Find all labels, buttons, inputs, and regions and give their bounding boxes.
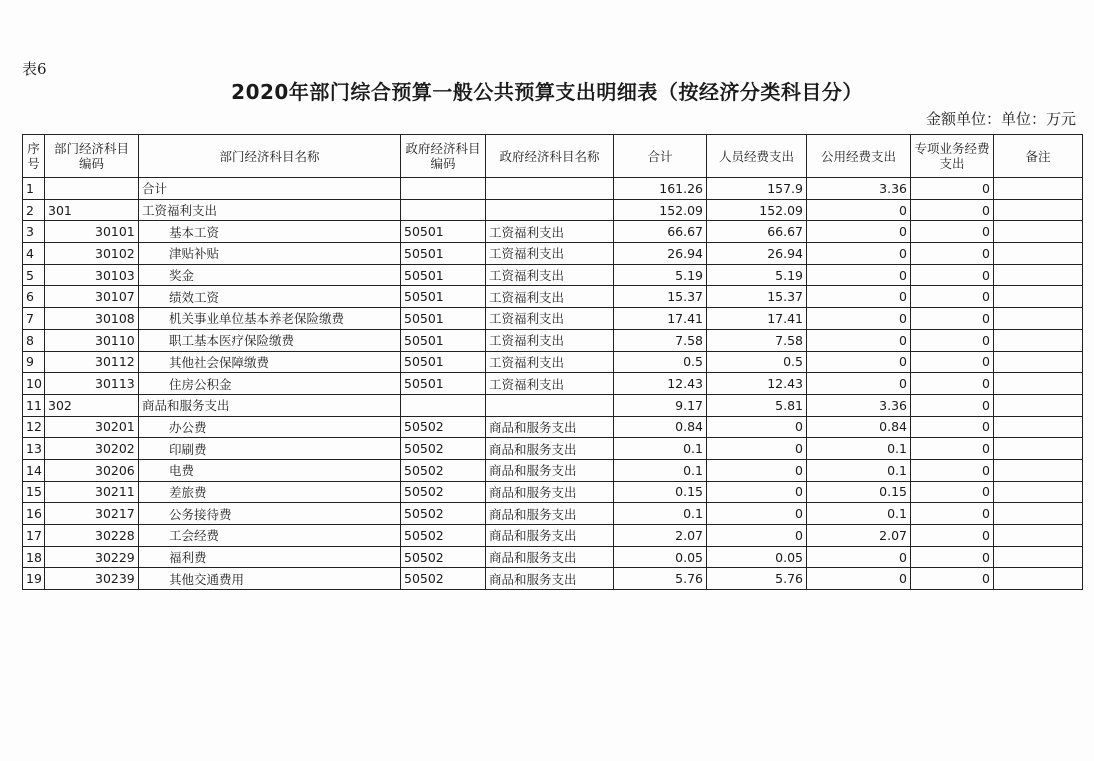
cell-dept-code: 30228	[45, 525, 139, 547]
cell-gov-name: 商品和服务支出	[486, 503, 614, 525]
cell-note	[994, 351, 1083, 373]
cell-seq: 10	[23, 373, 45, 395]
header-dept-name: 部门经济科目名称	[139, 135, 401, 178]
cell-seq: 7	[23, 308, 45, 330]
table-row	[23, 438, 1083, 460]
header-total: 合计	[614, 135, 707, 178]
cell-personnel: 66.67	[707, 221, 807, 243]
cell-dept-name: 公务接待费	[139, 503, 401, 525]
cell-dept-code: 302	[45, 394, 139, 416]
cell-public: 2.07	[807, 525, 911, 547]
cell-seq: 19	[23, 568, 45, 590]
cell-seq: 6	[23, 286, 45, 308]
cell-public: 0	[807, 373, 911, 395]
cell-public: 0	[807, 199, 911, 221]
cell-gov-name	[486, 394, 614, 416]
table-row	[23, 546, 1083, 568]
cell-note	[994, 286, 1083, 308]
cell-special: 0	[911, 308, 994, 330]
cell-dept-name: 住房公积金	[139, 373, 401, 395]
cell-note	[994, 373, 1083, 395]
cell-total: 161.26	[614, 178, 707, 200]
cell-total: 0.05	[614, 546, 707, 568]
cell-total: 7.58	[614, 329, 707, 351]
cell-public: 0.15	[807, 481, 911, 503]
cell-personnel: 0	[707, 481, 807, 503]
cell-dept-code: 30101	[45, 221, 139, 243]
cell-special: 0	[911, 329, 994, 351]
cell-personnel: 7.58	[707, 329, 807, 351]
cell-dept-code	[45, 178, 139, 200]
cell-total: 2.07	[614, 525, 707, 547]
cell-gov-code: 50501	[401, 264, 486, 286]
cell-gov-name	[486, 199, 614, 221]
cell-special: 0	[911, 525, 994, 547]
cell-gov-name: 商品和服务支出	[486, 568, 614, 590]
cell-dept-name: 工资福利支出	[139, 199, 401, 221]
cell-dept-code: 30103	[45, 264, 139, 286]
cell-note	[994, 503, 1083, 525]
cell-public: 0	[807, 546, 911, 568]
cell-note	[994, 525, 1083, 547]
cell-seq: 12	[23, 416, 45, 438]
cell-note	[994, 243, 1083, 265]
cell-seq: 18	[23, 546, 45, 568]
cell-dept-name: 津贴补贴	[139, 243, 401, 265]
cell-special: 0	[911, 221, 994, 243]
cell-special: 0	[911, 351, 994, 373]
table-row	[23, 178, 1083, 200]
cell-dept-code: 30102	[45, 243, 139, 265]
cell-total: 0.1	[614, 438, 707, 460]
cell-note	[994, 329, 1083, 351]
cell-special: 0	[911, 243, 994, 265]
header-note: 备注	[994, 135, 1083, 178]
cell-total: 17.41	[614, 308, 707, 330]
cell-total: 15.37	[614, 286, 707, 308]
cell-note	[994, 481, 1083, 503]
cell-gov-name: 工资福利支出	[486, 329, 614, 351]
cell-special: 0	[911, 264, 994, 286]
header-special: 专项业务经费支出	[911, 135, 994, 178]
cell-gov-code: 50501	[401, 286, 486, 308]
cell-dept-name: 绩效工资	[139, 286, 401, 308]
cell-dept-name: 职工基本医疗保险缴费	[139, 329, 401, 351]
cell-public: 0	[807, 329, 911, 351]
cell-total: 5.19	[614, 264, 707, 286]
table-row	[23, 264, 1083, 286]
cell-gov-name: 工资福利支出	[486, 373, 614, 395]
cell-seq: 2	[23, 199, 45, 221]
cell-public: 0.1	[807, 438, 911, 460]
cell-note	[994, 568, 1083, 590]
cell-total: 26.94	[614, 243, 707, 265]
cell-note	[994, 546, 1083, 568]
cell-dept-name: 电费	[139, 459, 401, 481]
cell-note	[994, 199, 1083, 221]
cell-dept-name: 奖金	[139, 264, 401, 286]
cell-dept-code: 30211	[45, 481, 139, 503]
header-gov-code: 政府经济科目编码	[401, 135, 486, 178]
cell-special: 0	[911, 459, 994, 481]
cell-gov-code: 50502	[401, 503, 486, 525]
cell-note	[994, 416, 1083, 438]
cell-gov-name: 工资福利支出	[486, 243, 614, 265]
cell-seq: 15	[23, 481, 45, 503]
cell-dept-code: 30110	[45, 329, 139, 351]
amount-unit-note: 金额单位：单位：万元	[925, 110, 1076, 128]
cell-personnel: 26.94	[707, 243, 807, 265]
cell-gov-code: 50501	[401, 243, 486, 265]
table-header-row	[23, 135, 1083, 178]
cell-dept-code: 30217	[45, 503, 139, 525]
cell-public: 0	[807, 351, 911, 373]
cell-personnel: 5.76	[707, 568, 807, 590]
cell-gov-name: 商品和服务支出	[486, 416, 614, 438]
cell-personnel: 152.09	[707, 199, 807, 221]
cell-gov-code: 50502	[401, 416, 486, 438]
cell-total: 12.43	[614, 373, 707, 395]
cell-total: 152.09	[614, 199, 707, 221]
cell-personnel: 5.19	[707, 264, 807, 286]
cell-personnel: 15.37	[707, 286, 807, 308]
cell-special: 0	[911, 416, 994, 438]
cell-public: 0	[807, 221, 911, 243]
cell-special: 0	[911, 546, 994, 568]
cell-gov-name: 商品和服务支出	[486, 459, 614, 481]
cell-seq: 14	[23, 459, 45, 481]
table-row	[23, 373, 1083, 395]
cell-dept-name: 其他社会保障缴费	[139, 351, 401, 373]
cell-gov-code: 50502	[401, 568, 486, 590]
cell-gov-code: 50502	[401, 438, 486, 460]
cell-gov-name: 工资福利支出	[486, 351, 614, 373]
cell-personnel: 0	[707, 503, 807, 525]
cell-dept-code: 30108	[45, 308, 139, 330]
header-dept-code: 部门经济科目编码	[45, 135, 139, 178]
cell-gov-name: 商品和服务支出	[486, 481, 614, 503]
table-body	[23, 178, 1083, 590]
cell-dept-name: 合计	[139, 178, 401, 200]
table-number-label: 表6	[22, 60, 47, 78]
cell-gov-code: 50502	[401, 546, 486, 568]
cell-note	[994, 178, 1083, 200]
header-gov-name: 政府经济科目名称	[486, 135, 614, 178]
cell-personnel: 0	[707, 416, 807, 438]
cell-dept-name: 其他交通费用	[139, 568, 401, 590]
cell-special: 0	[911, 394, 994, 416]
cell-gov-name: 工资福利支出	[486, 308, 614, 330]
cell-seq: 11	[23, 394, 45, 416]
budget-detail-table	[22, 134, 1083, 590]
cell-gov-code: 50502	[401, 459, 486, 481]
cell-public: 0.1	[807, 459, 911, 481]
cell-public: 0	[807, 264, 911, 286]
cell-dept-code: 301	[45, 199, 139, 221]
cell-total: 0.5	[614, 351, 707, 373]
cell-seq: 8	[23, 329, 45, 351]
header-seq: 序号	[23, 135, 45, 178]
cell-gov-code: 50502	[401, 481, 486, 503]
cell-personnel: 157.9	[707, 178, 807, 200]
table-row	[23, 394, 1083, 416]
header-public: 公用经费支出	[807, 135, 911, 178]
cell-dept-name: 工会经费	[139, 525, 401, 547]
cell-special: 0	[911, 503, 994, 525]
cell-note	[994, 308, 1083, 330]
cell-note	[994, 264, 1083, 286]
cell-seq: 5	[23, 264, 45, 286]
cell-personnel: 12.43	[707, 373, 807, 395]
cell-gov-code: 50502	[401, 525, 486, 547]
cell-gov-name: 工资福利支出	[486, 264, 614, 286]
cell-dept-name: 福利费	[139, 546, 401, 568]
cell-dept-code: 30202	[45, 438, 139, 460]
cell-special: 0	[911, 199, 994, 221]
cell-public: 0	[807, 568, 911, 590]
cell-public: 0	[807, 308, 911, 330]
cell-dept-code: 30107	[45, 286, 139, 308]
cell-gov-code: 50501	[401, 308, 486, 330]
cell-gov-name: 商品和服务支出	[486, 546, 614, 568]
cell-gov-code	[401, 394, 486, 416]
cell-special: 0	[911, 373, 994, 395]
cell-dept-code: 30206	[45, 459, 139, 481]
cell-personnel: 0.05	[707, 546, 807, 568]
cell-total: 0.84	[614, 416, 707, 438]
cell-dept-name: 基本工资	[139, 221, 401, 243]
cell-total: 9.17	[614, 394, 707, 416]
table-row	[23, 286, 1083, 308]
cell-total: 0.1	[614, 503, 707, 525]
cell-public: 0.1	[807, 503, 911, 525]
cell-dept-code: 30239	[45, 568, 139, 590]
cell-gov-code	[401, 199, 486, 221]
document-title: 2020年部门综合预算一般公共预算支出明细表（按经济分类科目分）	[231, 80, 863, 104]
cell-personnel: 0	[707, 459, 807, 481]
cell-seq: 3	[23, 221, 45, 243]
cell-seq: 17	[23, 525, 45, 547]
cell-personnel: 0.5	[707, 351, 807, 373]
cell-gov-name: 商品和服务支出	[486, 438, 614, 460]
table-row	[23, 243, 1083, 265]
cell-personnel: 5.81	[707, 394, 807, 416]
table-row	[23, 568, 1083, 590]
cell-gov-name: 工资福利支出	[486, 286, 614, 308]
cell-gov-code: 50501	[401, 373, 486, 395]
cell-public: 0.84	[807, 416, 911, 438]
cell-seq: 16	[23, 503, 45, 525]
cell-dept-name: 机关事业单位基本养老保险缴费	[139, 308, 401, 330]
cell-public: 0	[807, 286, 911, 308]
cell-seq: 1	[23, 178, 45, 200]
table-row	[23, 221, 1083, 243]
cell-note	[994, 459, 1083, 481]
cell-special: 0	[911, 568, 994, 590]
cell-dept-code: 30201	[45, 416, 139, 438]
cell-gov-code: 50501	[401, 221, 486, 243]
cell-gov-name: 工资福利支出	[486, 221, 614, 243]
cell-total: 66.67	[614, 221, 707, 243]
cell-personnel: 0	[707, 438, 807, 460]
cell-note	[994, 221, 1083, 243]
header-personnel: 人员经费支出	[707, 135, 807, 178]
cell-seq: 13	[23, 438, 45, 460]
table-row	[23, 481, 1083, 503]
cell-gov-name: 商品和服务支出	[486, 525, 614, 547]
cell-public: 0	[807, 243, 911, 265]
cell-dept-code: 30113	[45, 373, 139, 395]
cell-note	[994, 438, 1083, 460]
cell-dept-name: 商品和服务支出	[139, 394, 401, 416]
cell-dept-name: 差旅费	[139, 481, 401, 503]
table-row	[23, 503, 1083, 525]
cell-gov-code: 50501	[401, 329, 486, 351]
cell-seq: 4	[23, 243, 45, 265]
table-row	[23, 416, 1083, 438]
cell-dept-code: 30112	[45, 351, 139, 373]
cell-public: 3.36	[807, 394, 911, 416]
cell-dept-name: 印刷费	[139, 438, 401, 460]
table-row	[23, 329, 1083, 351]
cell-gov-code	[401, 178, 486, 200]
cell-gov-code: 50501	[401, 351, 486, 373]
cell-seq: 9	[23, 351, 45, 373]
table-row	[23, 199, 1083, 221]
cell-public: 3.36	[807, 178, 911, 200]
cell-note	[994, 394, 1083, 416]
cell-total: 0.1	[614, 459, 707, 481]
cell-special: 0	[911, 286, 994, 308]
cell-special: 0	[911, 438, 994, 460]
cell-dept-code: 30229	[45, 546, 139, 568]
cell-total: 5.76	[614, 568, 707, 590]
cell-gov-name	[486, 178, 614, 200]
cell-personnel: 0	[707, 525, 807, 547]
cell-total: 0.15	[614, 481, 707, 503]
table-row	[23, 525, 1083, 547]
cell-special: 0	[911, 178, 994, 200]
table-row	[23, 308, 1083, 330]
cell-dept-name: 办公费	[139, 416, 401, 438]
cell-personnel: 17.41	[707, 308, 807, 330]
table-row	[23, 459, 1083, 481]
table-row	[23, 351, 1083, 373]
cell-special: 0	[911, 481, 994, 503]
